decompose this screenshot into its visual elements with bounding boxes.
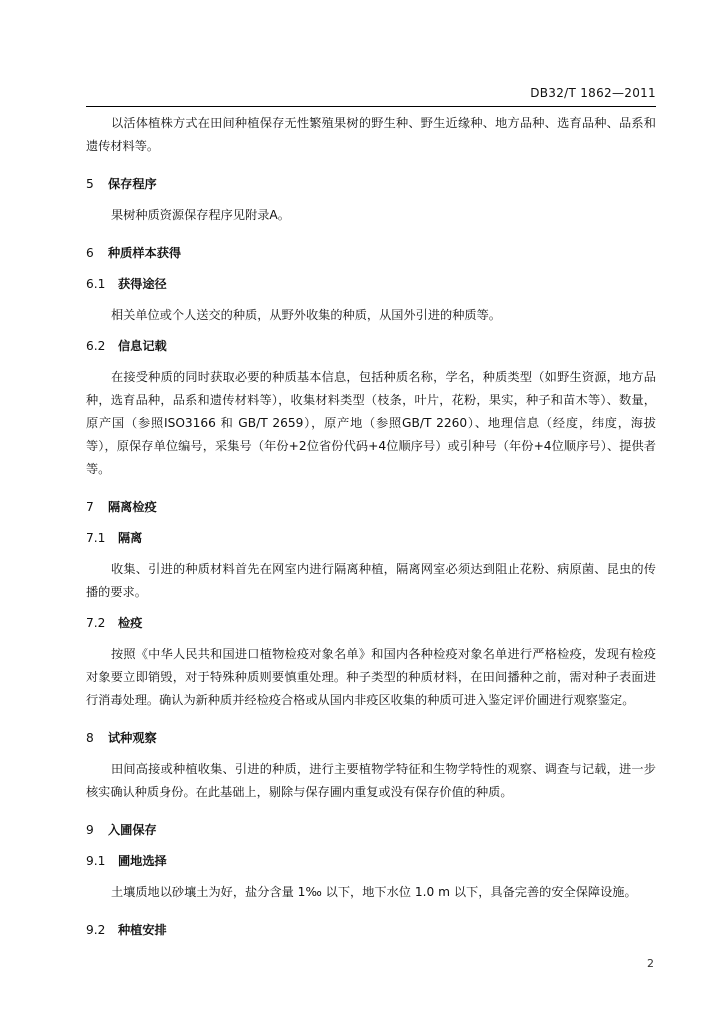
intro-paragraph: 以活体植株方式在田间种植保存无性繁殖果树的野生种、野生近缘种、地方品种、选育品种、品系和遗传材料等。 bbox=[86, 116, 656, 153]
section-9-1-paragraph: 土壤质地以砂壤土为好，盐分含量 1‰ 以下，地下水位 1.0 m 以下，具备完善的安全保障设施。 bbox=[111, 885, 637, 899]
section-5-heading bbox=[86, 173, 656, 196]
section-6-2-heading bbox=[86, 335, 656, 358]
section-number: 7 bbox=[86, 500, 94, 514]
section-title: 保存程序 bbox=[108, 177, 157, 191]
section-title: 信息记载 bbox=[118, 339, 167, 353]
document-body bbox=[86, 112, 656, 942]
header-divider bbox=[86, 106, 656, 107]
section-8-heading bbox=[86, 727, 656, 750]
section-number: 5 bbox=[86, 177, 94, 191]
section-title: 隔离检疫 bbox=[108, 500, 157, 514]
section-number: 9.1 bbox=[86, 854, 106, 868]
section-number: 9.2 bbox=[86, 923, 106, 937]
section-7-2-paragraph: 按照《中华人民共和国进口植物检疫对象名单》和国内各种检疫对象名单进行严格检疫，发现有检疫对象要立即销毁，对于特殊种质则要慎重处理。种子类型的种质材料，在田间播种之前，需对种子表面进行消毒处理。确认为新种质并经检疫合格或从国内非疫区收集的种质可进入鉴定评价圃进行观察鉴定。 bbox=[86, 647, 656, 707]
section-9-heading bbox=[86, 819, 656, 842]
section-7-1-paragraph: 收集、引进的种质材料首先在网室内进行隔离种植，隔离网室必须达到阻止花粉、病原菌、昆虫的传播的要求。 bbox=[86, 562, 656, 599]
section-9-2-heading bbox=[86, 919, 656, 942]
section-number: 6.1 bbox=[86, 277, 106, 291]
section-title: 试种观察 bbox=[108, 731, 157, 745]
section-number: 7.2 bbox=[86, 616, 106, 630]
section-title: 圃地选择 bbox=[118, 854, 167, 868]
section-5-paragraph: 果树种质资源保存程序见附录A。 bbox=[111, 208, 290, 222]
section-8-paragraph: 田间高接或种植收集、引进的种质，进行主要植物学特征和生物学特性的观察、调查与记载，进一步核实确认种质身份。在此基础上，剔除与保存圃内重复或没有保存价值的种质。 bbox=[86, 762, 656, 799]
section-7-2-heading bbox=[86, 612, 656, 635]
section-7-heading bbox=[86, 496, 656, 519]
section-6-2-paragraph: 在接受种质的同时获取必要的种质基本信息，包括种质名称，学名，种质类型（如野生资源，地方品种，选育品种，品系和遗传材料等），收集材料类型（枝条，叶片，花粉，果实，种子和苗木等）、数量，原产国（参照ISO3166 和 GB/T 2659），原产地（参照GB/T 2260）、地理信息（经度，纬度，海拔等），原保存单位编号，采集号（年份+2位省份代码+4位顺序号）或引种号（年份+4位顺序号）、提供者等。 bbox=[86, 370, 656, 476]
section-title: 检疫 bbox=[118, 616, 143, 630]
section-title: 入圃保存 bbox=[108, 823, 157, 837]
section-number: 7.1 bbox=[86, 531, 106, 545]
section-number: 6.2 bbox=[86, 339, 106, 353]
section-title: 隔离 bbox=[118, 531, 143, 545]
section-6-1-heading bbox=[86, 273, 656, 296]
section-6-heading bbox=[86, 242, 656, 265]
section-title: 种植安排 bbox=[118, 923, 167, 937]
section-number: 9 bbox=[86, 823, 94, 837]
page-number: 2 bbox=[647, 957, 654, 970]
section-title: 获得途径 bbox=[118, 277, 167, 291]
section-6-1-paragraph: 相关单位或个人送交的种质，从野外收集的种质，从国外引进的种质等。 bbox=[111, 308, 501, 322]
section-number: 8 bbox=[86, 731, 94, 745]
document-code: DB32/T 1862—2011 bbox=[530, 86, 656, 100]
section-number: 6 bbox=[86, 246, 94, 260]
section-7-1-heading bbox=[86, 527, 656, 550]
section-9-1-heading bbox=[86, 850, 656, 873]
section-title: 种质样本获得 bbox=[108, 246, 182, 260]
